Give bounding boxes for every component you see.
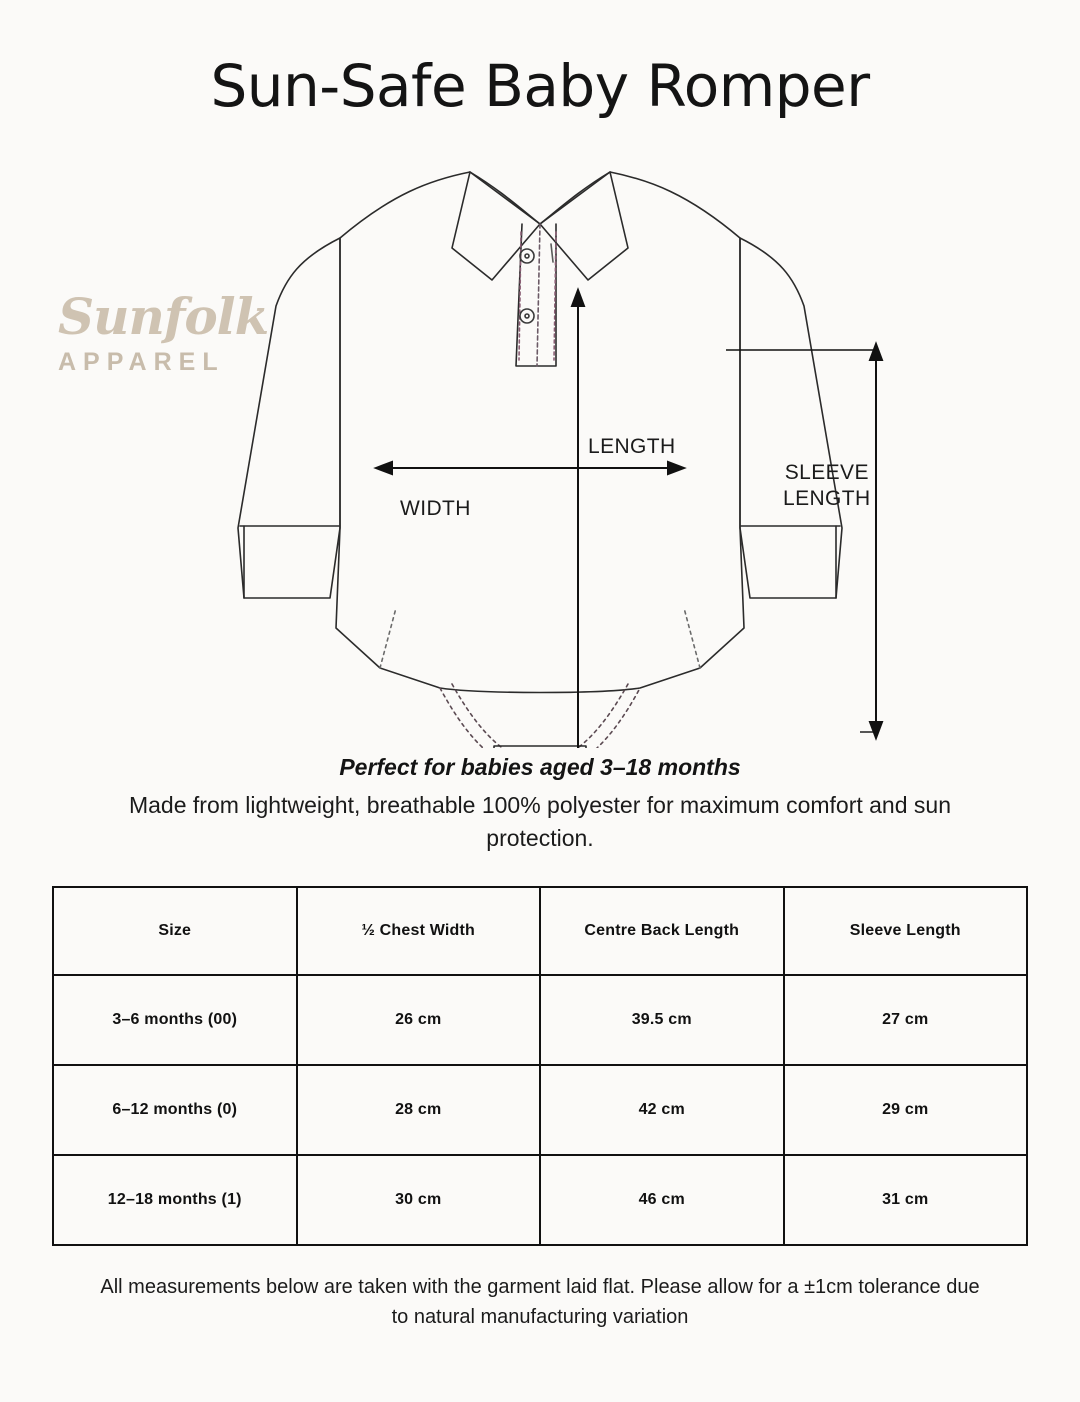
table-cell: 27 cm [784,975,1028,1065]
table-header-row [53,887,1027,975]
dimension-label-width: WIDTH [400,497,471,520]
table-row [53,975,1027,1065]
table-cell: 39.5 cm [540,975,784,1065]
description-body: Made from lightweight, breathable 100% polyester for maximum comfort and sun protection. [128,792,951,852]
table-cell: 28 cm [297,1065,541,1155]
dimension-label-sleeve-line1: SLEEVE [784,461,869,484]
table-row [53,1065,1027,1155]
table-cell: 30 cm [297,1155,541,1245]
dimension-label-length: LENGTH [588,435,676,458]
dimension-label-sleeve-length [783,460,871,513]
size-chart-table [52,886,1028,1246]
table-cell: 31 cm [784,1155,1028,1245]
table-header-cell: Centre Back Length [540,887,784,975]
romper-illustration [0,128,1080,748]
table-header-cell: Size [53,887,297,975]
table-header-cell: ½ Chest Width [297,887,541,975]
table-cell: 12–18 months (1) [53,1155,297,1245]
description-block [110,754,970,856]
table-row [53,1155,1027,1245]
brand-name: Sunfolk [58,287,269,346]
table-cell: 26 cm [297,975,541,1065]
description-highlight: Perfect for babies aged 3–18 months [339,754,741,780]
table-cell: 6–12 months (0) [53,1065,297,1155]
page-title: Sun-Safe Baby Romper [210,52,870,120]
measurement-footnote: All measurements below are taken with the garment laid flat. Please allow for a ±1cm tolerance due to natural manufacturing variation [100,1275,980,1328]
table-cell: 42 cm [540,1065,784,1155]
table-header-cell: Sleeve Length [784,887,1028,975]
romper-line-drawing [0,128,1080,748]
table-cell: 46 cm [540,1155,784,1245]
table-cell: 3–6 months (00) [53,975,297,1065]
table-cell: 29 cm [784,1065,1028,1155]
dimension-label-sleeve-line2: LENGTH [783,487,871,511]
brand-tagline: APPAREL [58,348,225,376]
